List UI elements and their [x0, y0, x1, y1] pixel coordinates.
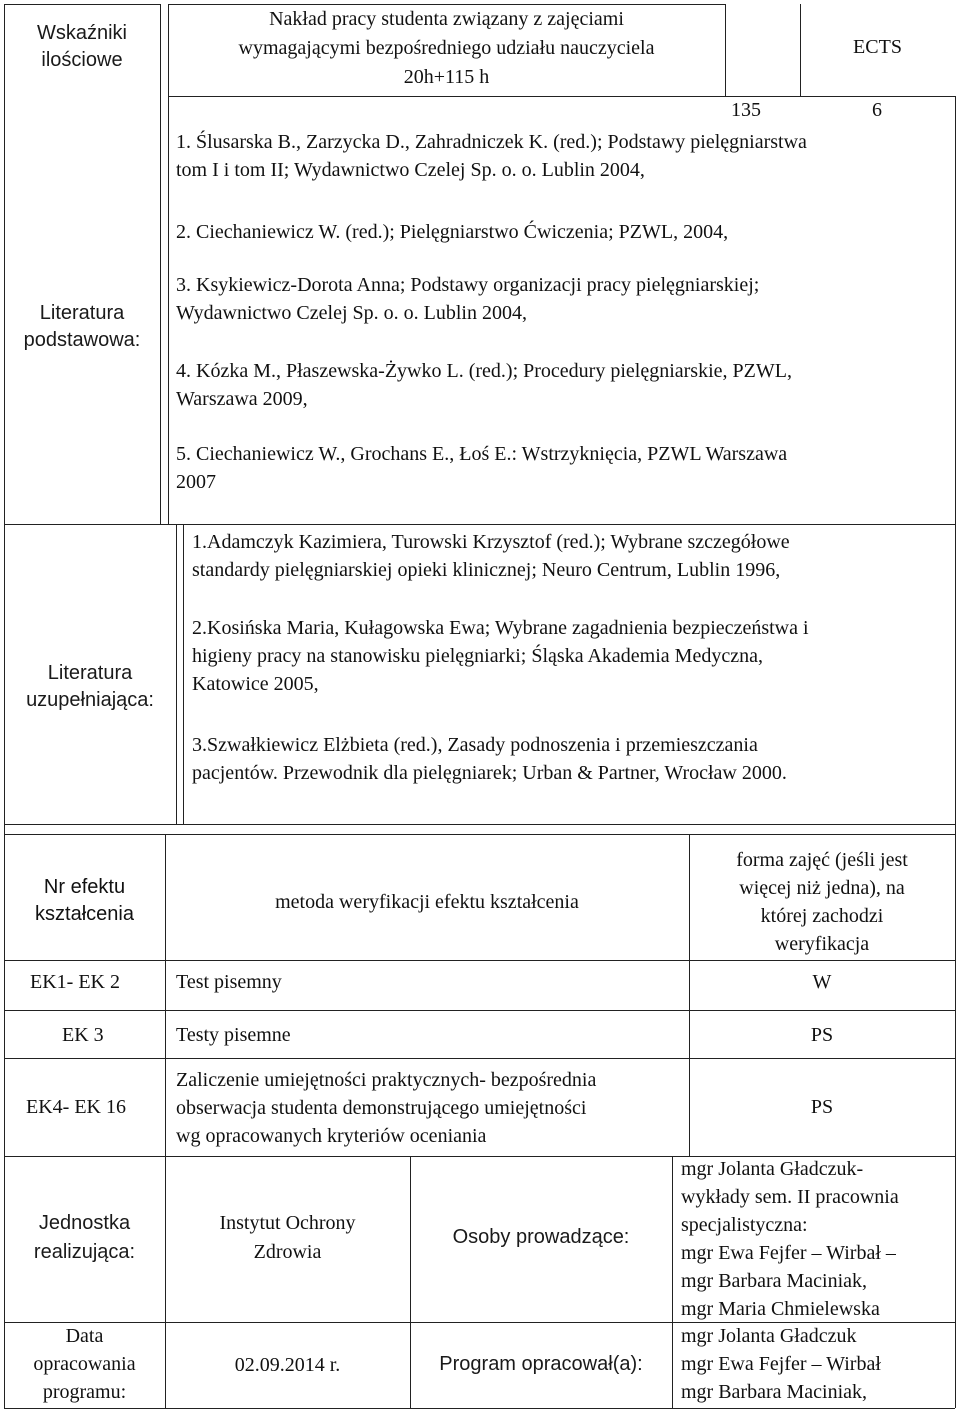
- list-item: 1.Adamczyk Kazimiera, Turowski Krzysztof (red.); Wybrane szczegółowe standardy pielęgniarskiej opieki klinicznej; Neuro Centrum, Lublin 1996,: [192, 531, 790, 581]
- list-item: 4. Kózka M., Płaszewska-Żywko L. (red.); Procedury pielęgniarskie, PZWL, Warszawa 2009,: [176, 360, 792, 410]
- verification-method: Testy pisemne: [176, 1024, 291, 1046]
- prepared-date: 02.09.2014 r.: [234, 1354, 341, 1376]
- verification-form: PS: [810, 1096, 834, 1118]
- literature-basic-label: Literatura podstawowa:: [23, 302, 141, 351]
- verification-form: W: [812, 971, 832, 993]
- verification-method: Test pisemny: [176, 971, 282, 993]
- ects-header: ECTS: [853, 36, 902, 58]
- list-item: 2. Ciechaniewicz W. (red.); Pielęgniarstwo Ćwiczenia; PZWL, 2004,: [176, 221, 729, 243]
- effect-number-header: Nr efektu kształcenia: [35, 876, 134, 925]
- indicators-label: Wskaźniki ilościowe: [36, 22, 127, 71]
- hours-value: 135: [731, 99, 761, 121]
- list-item: 5. Ciechaniewicz W., Grochans E., Łoś E.: Wstrzyknięcia, PZWL Warszawa 2007: [176, 443, 788, 493]
- list-item: 2.Kosińska Maria, Kułagowska Ewa; Wybrane zagadnienia bezpieczeństwa i higieny pracy na stanowisku pielęgniarki; Śląska Akademia Medyczna, Katowice 2005,: [192, 617, 809, 695]
- verification-form-header: forma zajęć (jeśli jest więcej niż jedna), na której zachodzi weryfikacja: [736, 849, 908, 955]
- prepared-label: Data opracowania programu:: [33, 1325, 136, 1403]
- workload-description: Nakład pracy studenta związany z zajęciami wymagającymi bezpośredniego udziału nauczyciela 20h+115 h: [238, 8, 655, 88]
- authors-list: mgr Jolanta Gładczuk mgr Ewa Fejfer – Wirbał mgr Barbara Maciniak,: [681, 1325, 881, 1403]
- effect-number: EK4- EK 16: [26, 1096, 126, 1118]
- unit-value: Instytut Ochrony Zdrowia: [219, 1212, 356, 1263]
- verification-method-header: metoda weryfikacji efektu kształcenia: [275, 891, 579, 913]
- list-item: 3.Szwałkiewicz Elżbieta (red.), Zasady podnoszenia i przemieszczania pacjentów. Przewodnik dla pielęgniarek; Urban & Partner, Wrocław 2000.: [192, 734, 787, 784]
- unit-label: Jednostka realizująca:: [33, 1212, 136, 1263]
- verification-form: PS: [810, 1024, 834, 1046]
- list-item: 3. Ksykiewicz-Dorota Anna; Podstawy organizacji pracy pielęgniarskiej; Wydawnictwo Czelej Sp. o. o. Lublin 2004,: [176, 274, 760, 324]
- effect-number: EK1- EK 2: [30, 971, 120, 993]
- author-label: Program opracował(a):: [439, 1353, 643, 1375]
- literature-supplementary-label: Literatura uzupełniająca:: [26, 662, 154, 711]
- verification-method: Zaliczenie umiejętności praktycznych- bezpośrednia obserwacja studenta demonstrującego umiejętności wg opracowanych kryteriów oceniania: [176, 1069, 597, 1147]
- instructors-label: Osoby prowadzące:: [452, 1226, 630, 1248]
- effect-number: EK 3: [62, 1024, 104, 1046]
- instructors-list: mgr Jolanta Gładczuk- wykłady sem. II pracownia specjalistyczna: mgr Ewa Fejfer – Wirbał – mgr Barbara Maciniak, mgr Maria Chmielewska: [681, 1158, 899, 1320]
- list-item: 1. Ślusarska B., Zarzycka D., Zahradniczek K. (red.); Podstawy pielęgniarstwa tom I i tom II; Wydawnictwo Czelej Sp. o. o. Lublin 2004,: [176, 131, 807, 181]
- ects-value: 6: [872, 99, 882, 121]
